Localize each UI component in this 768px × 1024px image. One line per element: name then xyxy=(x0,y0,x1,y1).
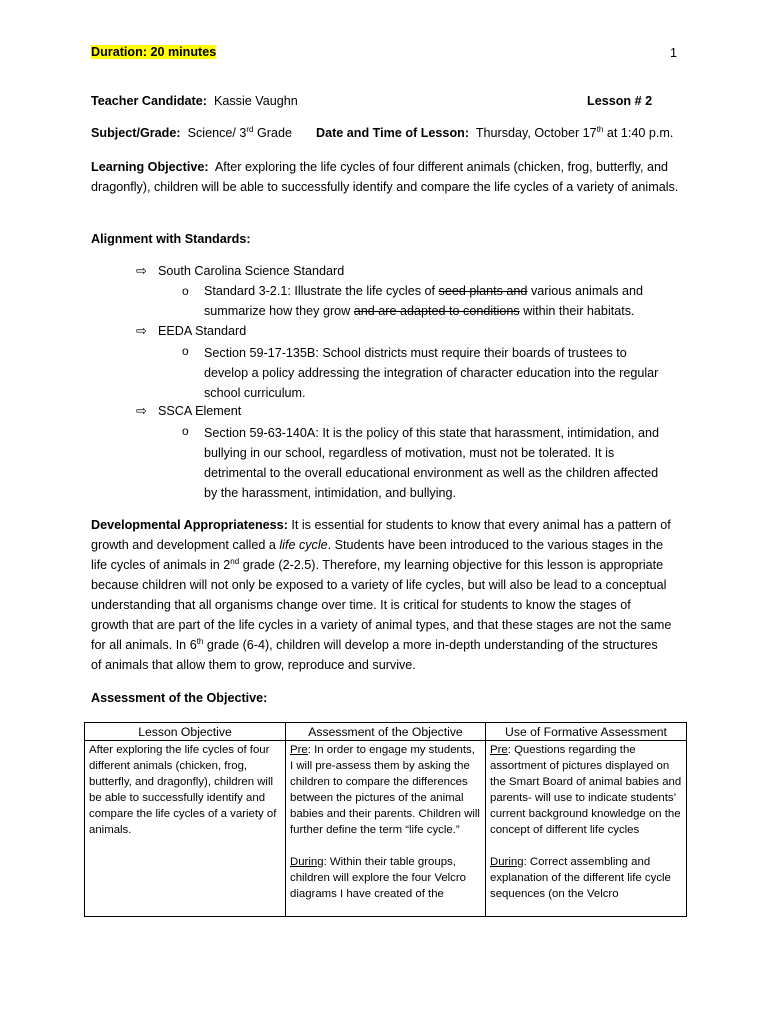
eeda-line: develop a policy addressing the integration of character education into the regular xyxy=(204,366,659,380)
dev-line: because children will not only be exposed to a variety of life cycles, but will also be lead to a conceptual xyxy=(91,578,667,592)
ssca-line: bullying in our school, regardless of motivation, must not be tolerated. It is xyxy=(204,446,615,460)
sc-text-a: Standard 3-2.1: Illustrate the life cycles of xyxy=(204,284,439,298)
subject-sup: rd xyxy=(246,124,254,134)
lesson-number: Lesson # 2 xyxy=(587,94,653,108)
column-header: Assessment of the Objective xyxy=(286,723,486,741)
dev-line: growth that are part of the life cycles in a variety of animal types, and that these stages are not the same xyxy=(91,618,672,632)
dev-text: for all animals. In 6 xyxy=(91,638,197,652)
learning-objective-label: Learning Objective: xyxy=(91,160,209,174)
dev-italic: life cycle xyxy=(279,538,328,552)
date-suffix: at 1:40 p.m. xyxy=(603,126,674,140)
ssca-element-text xyxy=(204,423,659,503)
during-label: During xyxy=(490,856,524,868)
pre-text: : Questions regarding the assortment of pictures displayed on the Smart Board of animal babies and parents- will use to indicate students’ current background knowledge on the concept of different life cycles xyxy=(490,744,682,836)
pre-label: Pre xyxy=(490,744,508,756)
date-value: Thursday, October 17 xyxy=(475,126,597,140)
eeda-standard-text xyxy=(204,343,658,403)
circle-bullet-icon: o xyxy=(182,344,189,358)
arrow-bullet-icon: ⇨ xyxy=(136,323,147,338)
teacher-candidate-line xyxy=(91,94,298,108)
circle-bullet-icon: o xyxy=(182,284,189,298)
dev-sup: nd xyxy=(230,556,240,566)
pre-text: : In order to engage my students, I will pre-assess them by asking the children to compare the differences between the pictures of the animal babies and their parents. Children will further define the term “life cycle.” xyxy=(290,744,480,836)
date-time-line xyxy=(316,126,673,140)
sc-text-b: various animals and xyxy=(527,284,643,298)
dev-line xyxy=(91,635,671,655)
dev-text: life cycles of animals in 2 xyxy=(91,558,231,572)
dev-text: . Students have been introduced to the various stages in the xyxy=(327,538,663,552)
sc-standard-line-1 xyxy=(204,284,643,298)
sc-standard-title: South Carolina Science Standard xyxy=(158,264,345,278)
during-text: : Within their table groups, children will explore the four Velcro diagrams I have created of the xyxy=(290,856,467,900)
formative-pre xyxy=(490,742,682,838)
circle-bullet-icon: o xyxy=(182,424,189,438)
table-row xyxy=(85,741,687,917)
during-text: : Correct assembling and explanation of the different life cycle sequences (on the Velcro xyxy=(490,856,671,900)
learning-objective-text: After exploring the life cycles of four different animals (chicken, frog, butterfly, and dragonfly), children will be able to successfully identify and compare the life cycles of a variety of animals. xyxy=(91,160,679,194)
dev-text: grade (6-4), children will develop a more in-depth understanding of the structures xyxy=(203,638,658,652)
dev-sup: th xyxy=(196,636,204,646)
dev-line: of animals that allow them to grow, reproduce and survive. xyxy=(91,658,416,672)
dev-text: grade (2-2.5). Therefore, my learning objective for this lesson is appropriate xyxy=(239,558,664,572)
formative-assessment-cell xyxy=(486,741,687,917)
dev-text: It is essential for students to know that every animal has a pattern of xyxy=(287,518,671,532)
sc-standard-line-2 xyxy=(204,304,635,318)
subject-suffix: Grade xyxy=(253,126,293,140)
ssca-line: detrimental to the overall educational environment as well as the children affected xyxy=(204,466,659,480)
lesson-objective-cell xyxy=(85,741,286,917)
subject-label: Subject/Grade: xyxy=(91,126,181,140)
ssca-line: by the harassment, intimidation, and bullying. xyxy=(204,486,457,500)
assessment-cell xyxy=(286,741,486,917)
formative-during xyxy=(490,854,682,902)
eeda-line: Section 59-17-135B: School districts must require their boards of trustees to xyxy=(204,346,627,360)
column-header: Lesson Objective xyxy=(85,723,286,741)
assessment-heading: Assessment of the Objective: xyxy=(91,691,268,705)
arrow-bullet-icon: ⇨ xyxy=(136,263,147,278)
learning-objective xyxy=(91,157,691,197)
dev-line xyxy=(91,515,671,535)
subject-value: Science/ 3 xyxy=(187,126,247,140)
page-number: 1 xyxy=(670,46,678,60)
arrow-bullet-icon: ⇨ xyxy=(136,403,147,418)
duration-header xyxy=(91,45,216,59)
teacher-candidate-name: Kassie Vaughn xyxy=(213,94,298,108)
sc-strike-2: and are adapted to conditions xyxy=(353,304,520,318)
dev-line xyxy=(91,535,671,555)
date-sup: th xyxy=(596,124,604,134)
assessment-during xyxy=(290,854,481,902)
eeda-standard-title: EEDA Standard xyxy=(158,324,247,338)
dev-line: understanding that all organisms change over time. It is critical for students to know the stages of xyxy=(91,598,631,612)
sc-strike-1: seed plants and xyxy=(438,284,528,298)
teacher-candidate-label: Teacher Candidate: xyxy=(91,94,207,108)
eeda-line: school curriculum. xyxy=(204,386,306,400)
subject-grade-line xyxy=(91,126,292,140)
during-label: During xyxy=(290,856,324,868)
column-header: Use of Formative Assessment xyxy=(486,723,687,741)
assessment-table xyxy=(84,722,687,917)
dev-label: Developmental Appropriateness: xyxy=(91,518,288,532)
lesson-objective-text: After exploring the life cycles of four different animals (chicken, frog, butterfly, and dragonfly), children will be able to successfully identify and compare the life cycles of a variety of animals. xyxy=(89,744,277,836)
standards-heading: Alignment with Standards: xyxy=(91,232,251,246)
sc-text-c: summarize how they grow xyxy=(204,304,354,318)
dev-text: growth and development called a xyxy=(91,538,280,552)
sc-text-d: within their habitats. xyxy=(519,304,635,318)
pre-label: Pre xyxy=(290,744,308,756)
duration-highlight: Duration: 20 minutes xyxy=(91,45,217,59)
dev-line xyxy=(91,555,671,575)
developmental-appropriateness xyxy=(91,515,671,675)
ssca-element-title: SSCA Element xyxy=(158,404,242,418)
assessment-pre xyxy=(290,742,481,838)
ssca-line: Section 59-63-140A: It is the policy of this state that harassment, intimidation, and xyxy=(204,426,660,440)
table-header-row xyxy=(85,723,687,741)
date-label: Date and Time of Lesson: xyxy=(316,126,470,140)
